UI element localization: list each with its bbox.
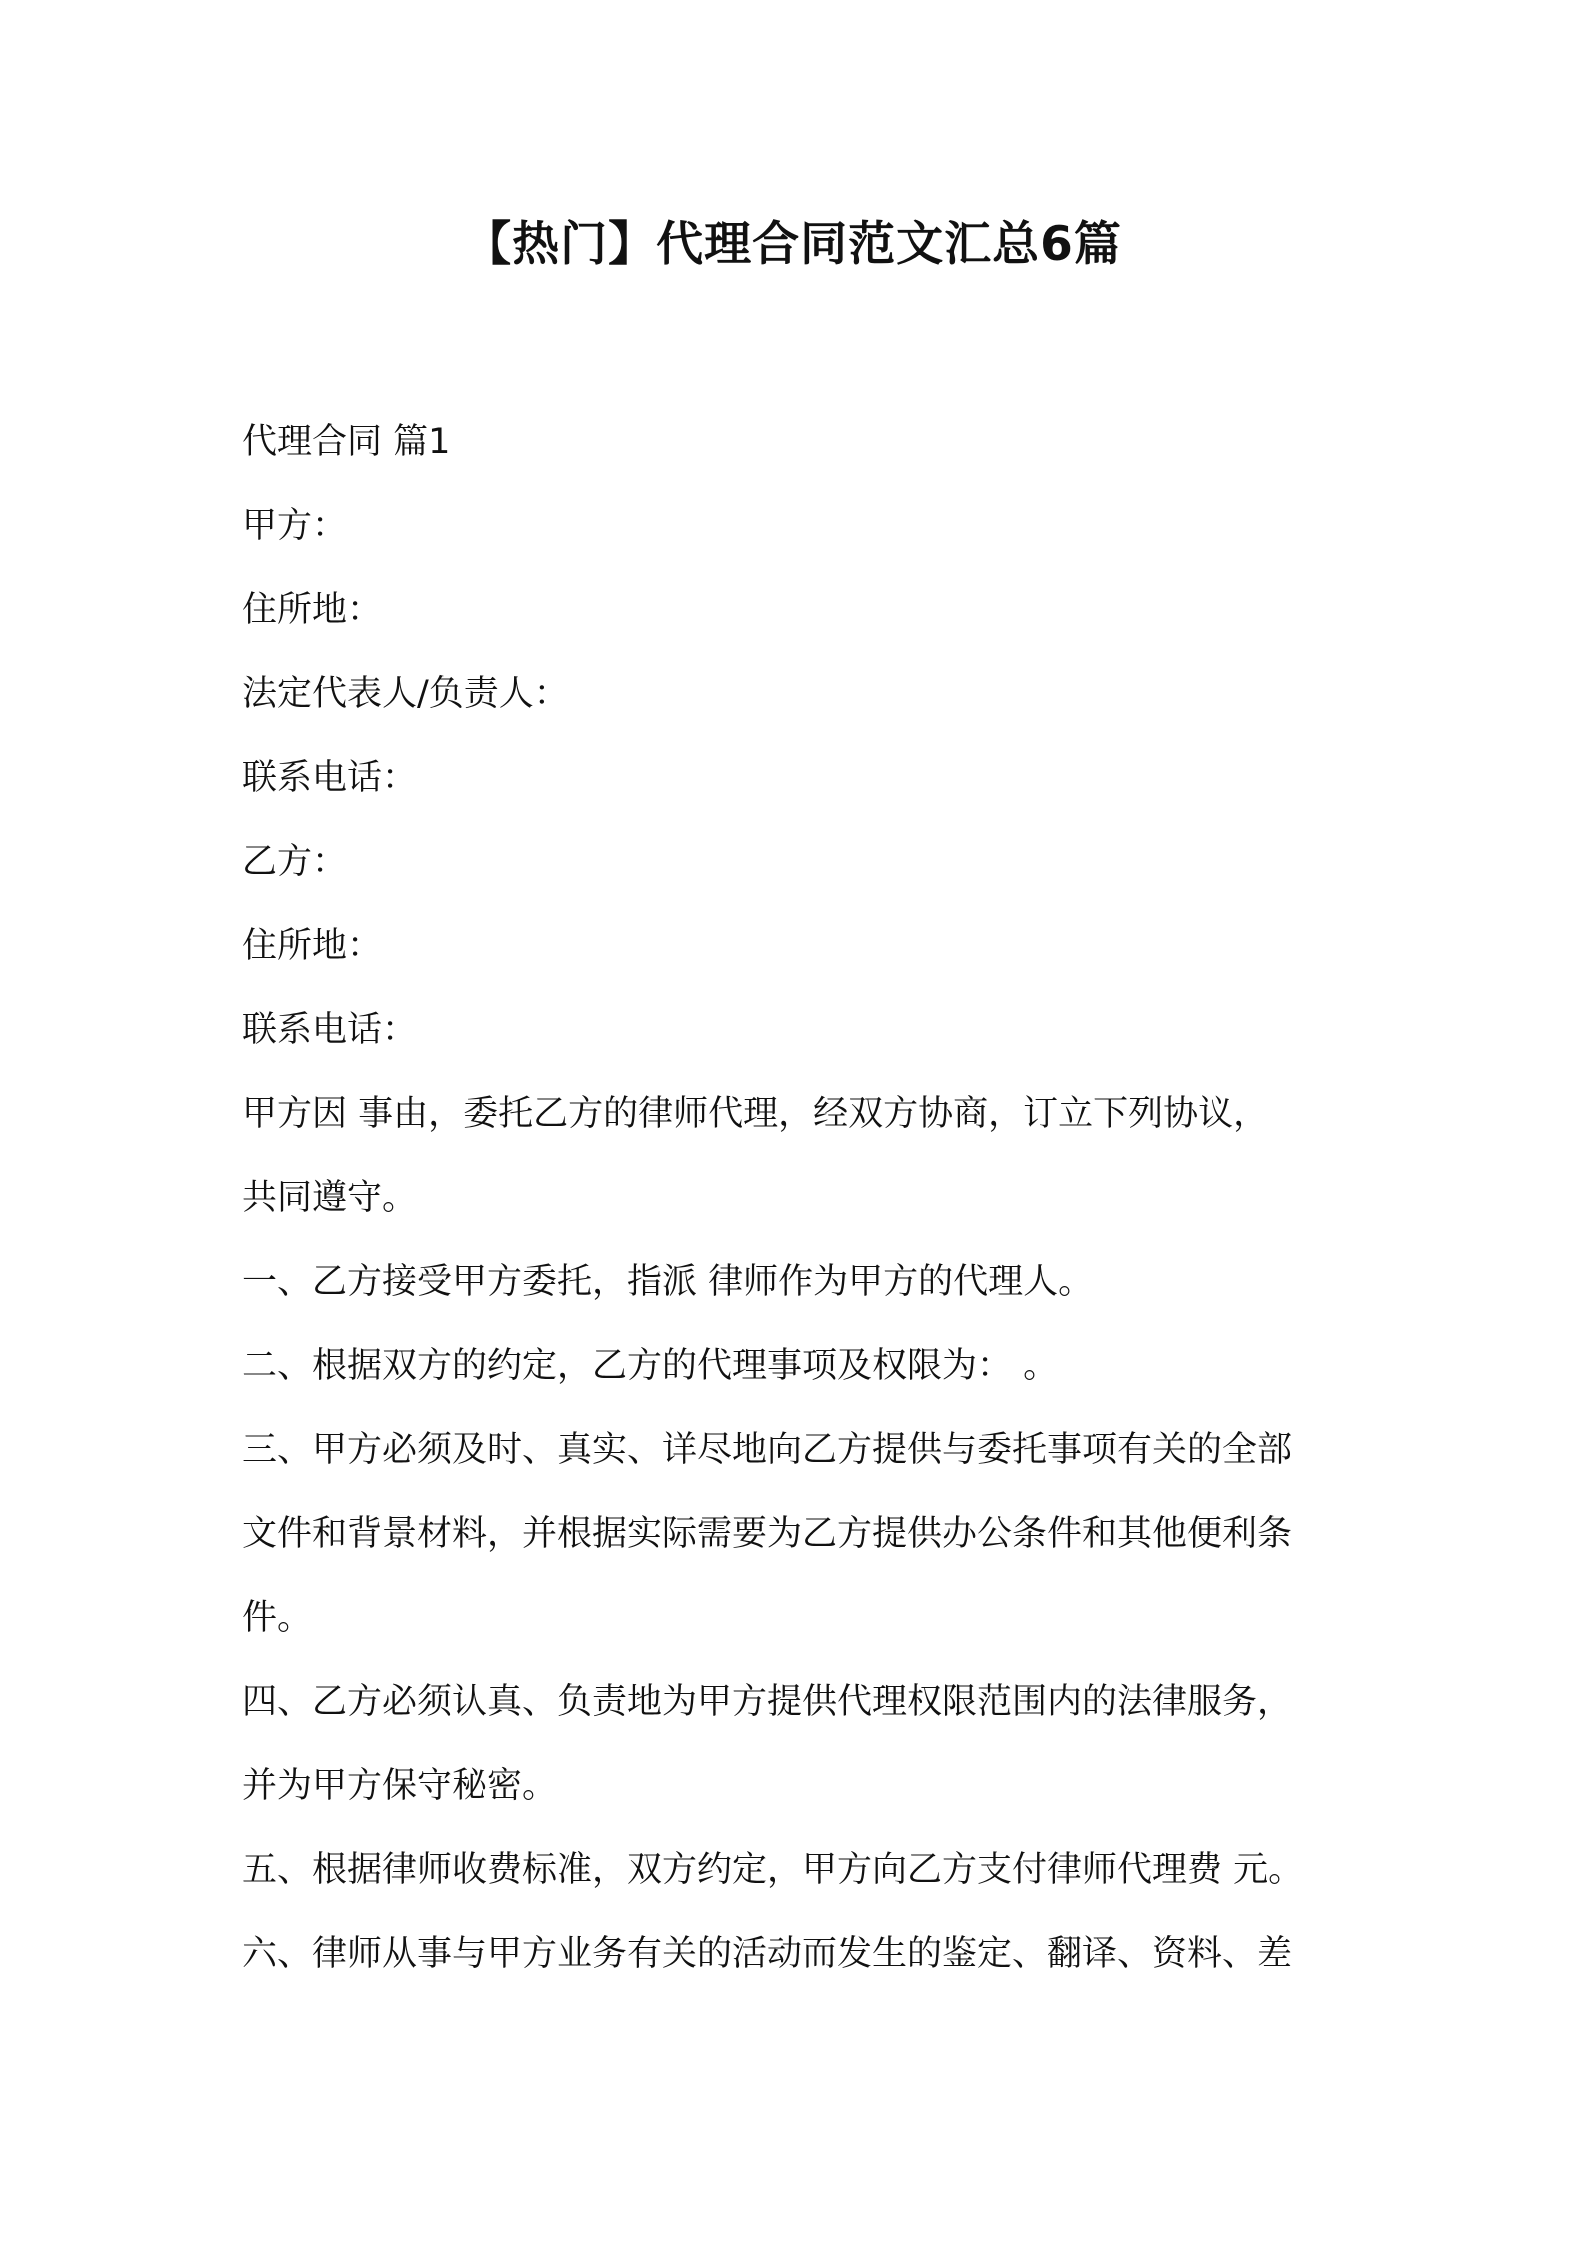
party-b-label: 乙方： [242,842,348,882]
party-a-address-label: 住所地： [242,590,383,630]
party-a-phone-label: 联系电话： [242,758,418,798]
clause-line: 五、根据律师收费标准，双方约定，甲方向乙方支付律师代理费 元。 [242,1850,1304,1890]
document-body [242,400,1367,1996]
clause-line: 件。 [242,1598,313,1638]
preamble-line: 共同遵守。 [242,1178,418,1218]
clause-line: 四、乙方必须认真、负责地为甲方提供代理权限范围内的法律服务， [242,1682,1293,1722]
legal-representative-label: 法定代表人/负责人： [242,674,569,714]
preamble-line: 甲方因 事由，委托乙方的律师代理，经双方协商，订立下列协议， [242,1094,1269,1134]
clause-line: 文件和背景材料，并根据实际需要为乙方提供办公条件和其他便利条 [242,1514,1293,1554]
clause-line: 二、根据双方的约定，乙方的代理事项及权限为： 。 [242,1346,1059,1386]
party-b-phone-label: 联系电话： [242,1010,418,1050]
document-title: 【热门】代理合同范文汇总6篇 [464,217,1122,272]
clause-line: 一、乙方接受甲方委托，指派 律师作为甲方的代理人。 [242,1262,1094,1302]
clause-line: 六、律师从事与甲方业务有关的活动而发生的鉴定、翻译、资料、差 [242,1934,1293,1974]
section-heading: 代理合同 篇1 [242,422,451,462]
party-b-address-label: 住所地： [242,926,383,966]
clause-line: 三、甲方必须及时、真实、详尽地向乙方提供与委托事项有关的全部 [242,1430,1293,1470]
clause-line: 并为甲方保守秘密。 [242,1766,558,1806]
party-a-label: 甲方： [242,506,348,546]
